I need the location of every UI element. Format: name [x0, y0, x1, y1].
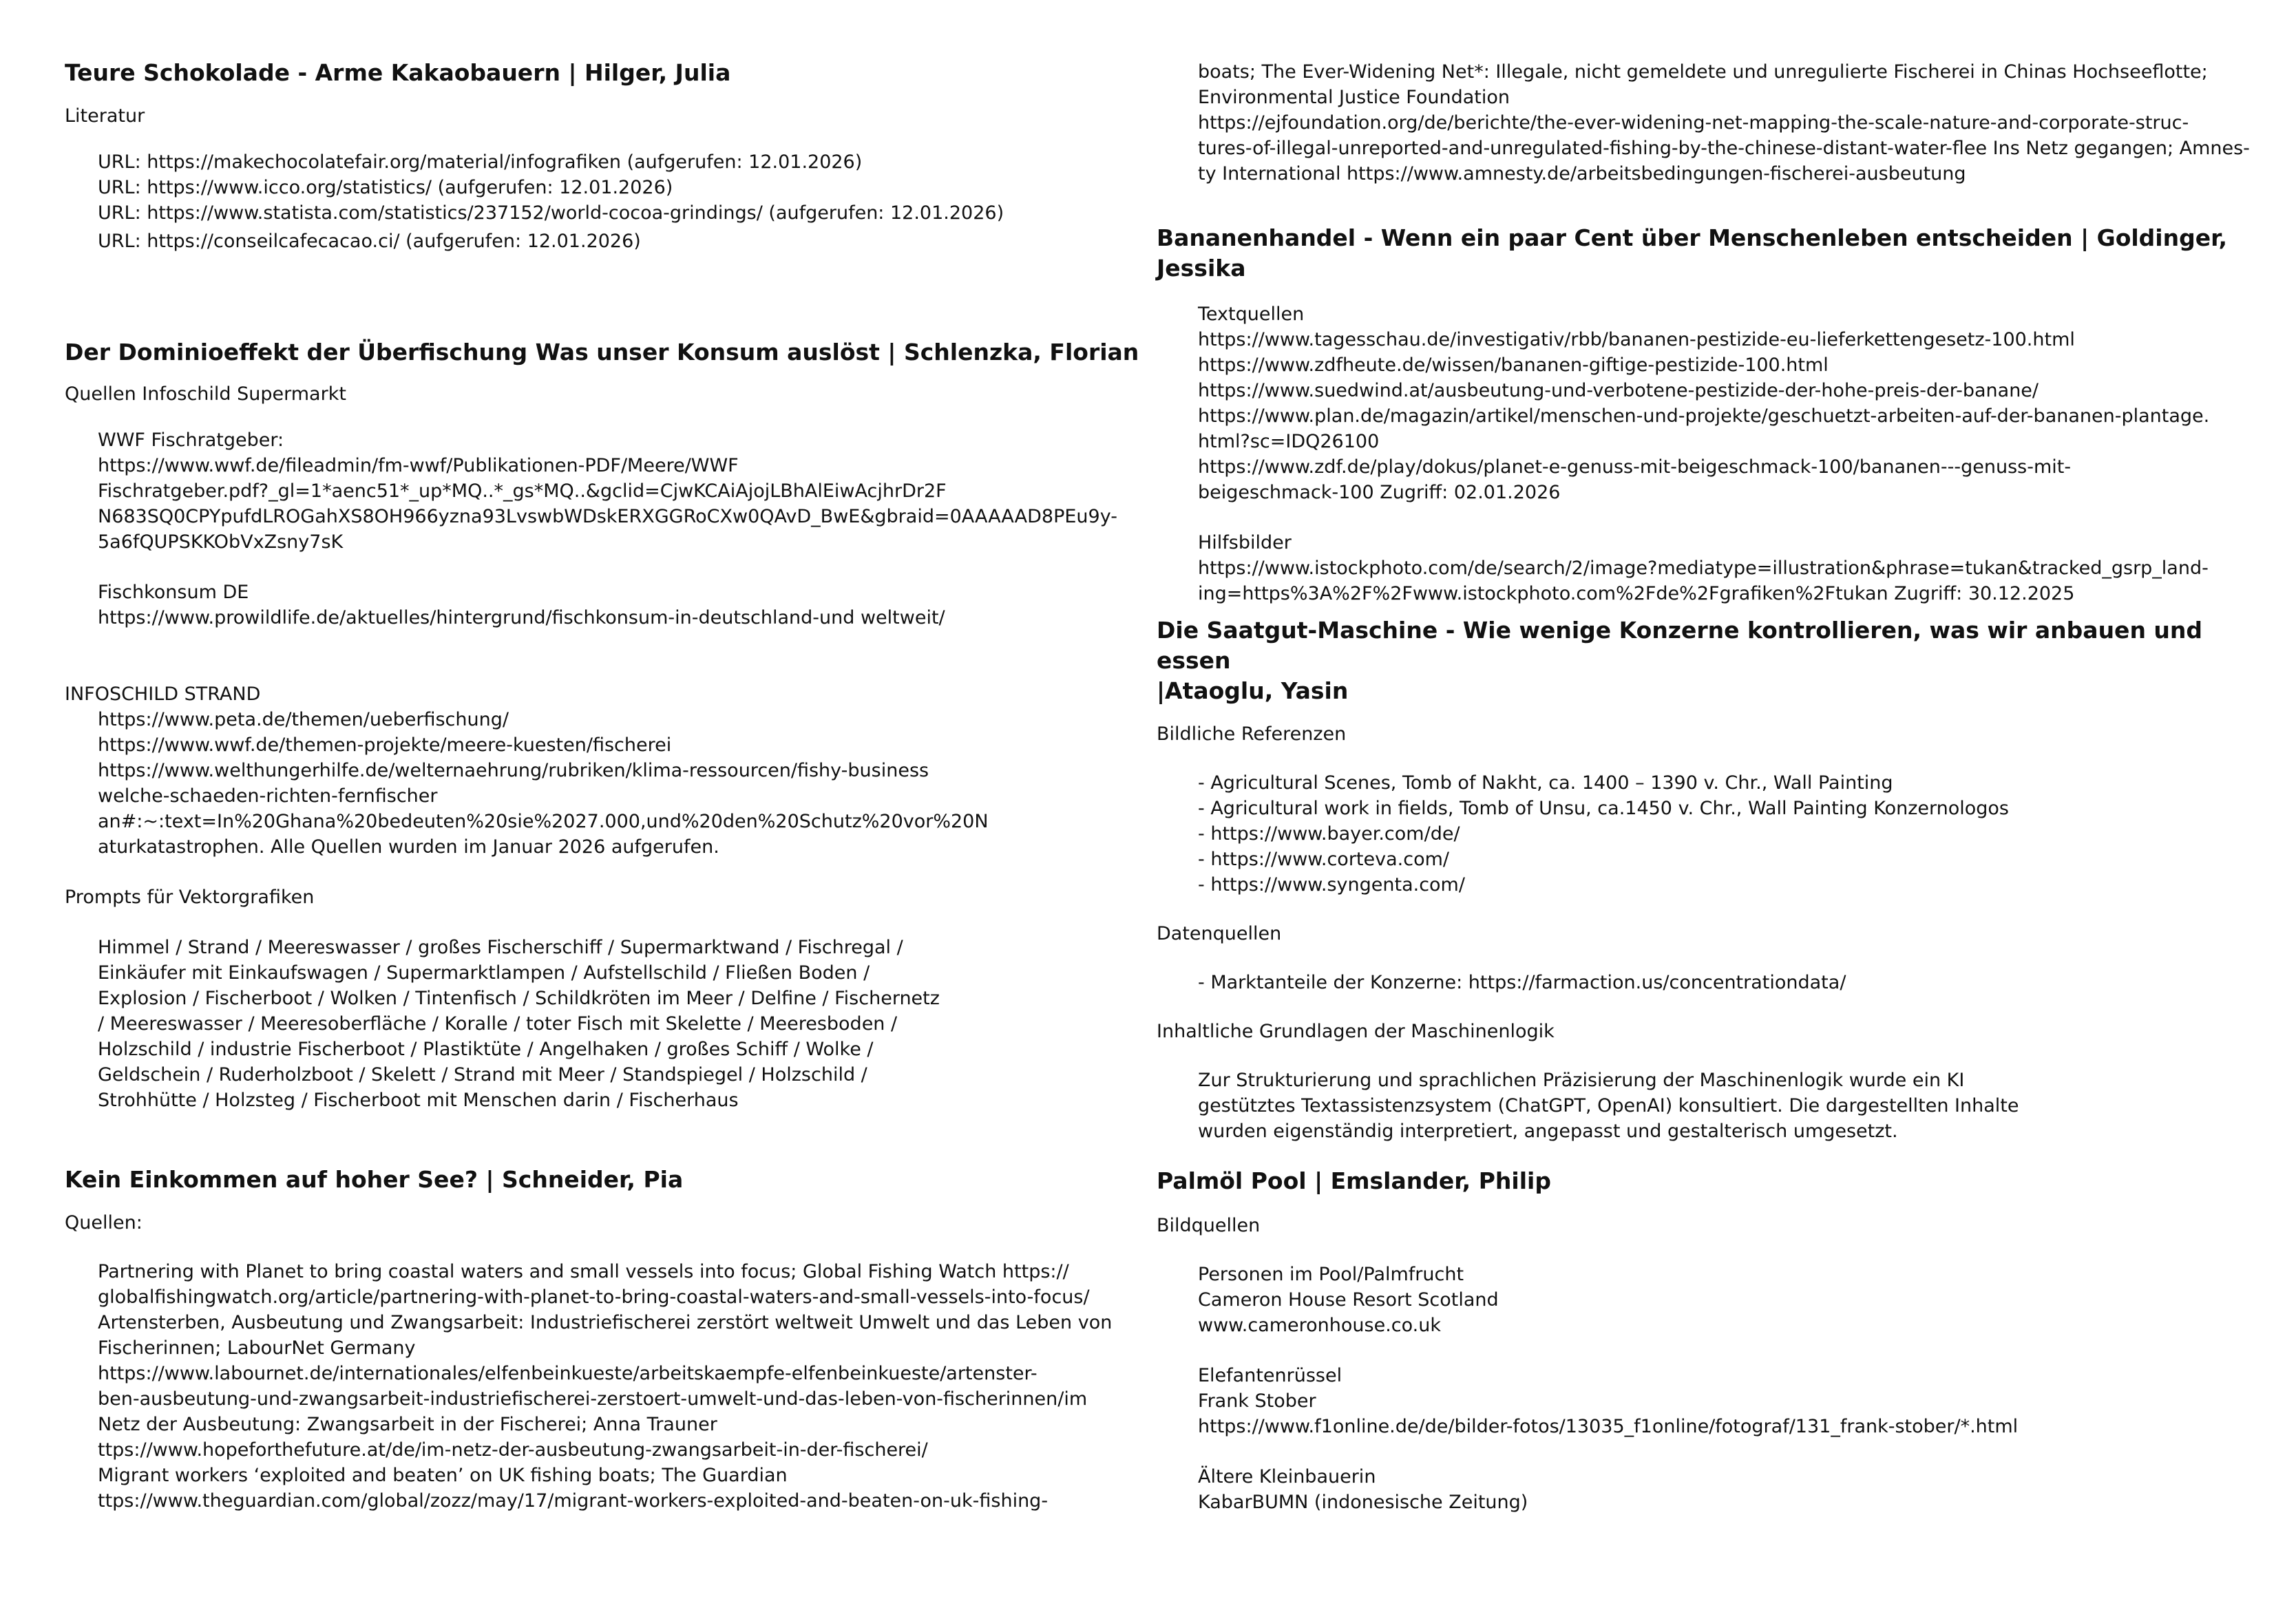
section-subtitle: Quellen Infoschild Supermarkt: [65, 383, 346, 405]
prompts-block: Himmel / Strand / Meereswasser / großes Fischerschiff / Supermarktwand / Fischregal / Einkäufer mit Einkaufswagen / Supermarktlampen / Aufstellschild / Fließen Boden / Explosion / Fischerboot / Wolken / Tintenfisch / Schildkröten im Meer / Delfine / Fischernetz / Meereswasser / Meeresoberfläche / Koralle / toter Fisch mit Skelette / Meeresboden / Holzschild / industrie Fischerboot / Plastiktüte / Angelhaken / großes Schiff / Wolke / Geldschein / Ruderholzboot / Skelett / Strand mit Meer / Standspiegel / Holzschild / Strohhütte / Holzsteg / Fischerboot mit Menschen darin / Fischerhaus: [98, 937, 940, 1111]
bild-label: Bildliche Referenzen: [1157, 723, 1347, 745]
source-line: URL: https://conseilcafecacao.ci/ (aufgerufen: 12.01.2026): [98, 231, 641, 252]
continued-sources: [1157, 59, 2272, 187]
source-line: URL: https://www.icco.org/statistics/ (aufgerufen: 12.01.2026): [98, 177, 673, 198]
section-subtitle: Literatur: [65, 105, 145, 127]
source-line: URL: https://www.statista.com/statistics/237152/world-cocoa-grindings/ (aufgerufen: 12.01.2026): [98, 202, 1004, 224]
section-title: Kein Einkommen auf hoher See? | Schneider, Pia: [65, 1166, 684, 1193]
section-title: Die Saatgut-Maschine - Wie wenige Konzerne kontrollieren, was wir anbauen und essen |Ataoglu, Yasin: [1157, 617, 2203, 704]
source-block-text: Textquellen https://www.tagesschau.de/investigativ/rbb/bananen-pestizide-eu-lieferkettengesetz-100.html https://www.zdfheute.de/wissen/bananen-giftige-pestizide-100.html https://www.suedwind.at/ausbeutung-und-verbotene-pestizide-der-hohe-preis-der-banane/ https://www.plan.de/magazin/artikel/menschen-und-projekte/geschuetzt-arbeiten-auf-der-bananen-plantage. html?sc=IDQ26100 https://www.zdf.de/play/dokus/planet-e-genuss-mit-beigeschmack-100/bananen---genuss-mit- beigeschmack-100 Zugriff: 02.01.2026: [1198, 304, 2210, 503]
section-bananenhandel: [1157, 223, 2272, 606]
prompts-label: Prompts für Vektorgrafiken: [65, 887, 315, 908]
daten-list: - Marktanteile der Konzerne: https://farmaction.us/concentrationdata/: [1198, 972, 1846, 993]
source-block: Partnering with Planet to bring coastal waters and small vessels into focus; Global Fishing Watch https:// globalfishingwatch.org/article/partnering-with-planet-to-bring-coastal-waters-and-small-vessels-into-focus/ Artensterben, Ausbeutung und Zwangsarbeit: Industriefischerei zerstört weltweit Umwelt und das Leben von Fischerinnen; LabourNet Germany https://www.labournet.de/internationales/elfenbeinkueste/arbeitskaempfe-elfenbeinkueste/artenster- ben-ausbeutung-und-zwangsarbeit-industriefischerei-zerstoert-umwelt-und-das-leben-von-fischerinnen/im Netz der Ausbeutung: Zwangsarbeit in der Fischerei; Anna Trauner ttps://www.hopeforthefuture.at/de/im-netz-der-ausbeutung-zwangsarbeit-in-der-fischerei/ Migrant workers ‘exploited and beaten’ on UK fishing boats; The Guardian ttps://www.theguardian.com/global/zozz/may/17/migrant-workers-exploited-and-beaten-on-uk-fishing-: [98, 1261, 1113, 1512]
section-ueberfischung: [65, 337, 1152, 1113]
daten-label: Datenquellen: [1157, 923, 1282, 944]
section-subtitle: Quellen:: [65, 1212, 143, 1233]
source-block-elefant: Elefantenrüssel Frank Stober https://www.f1online.de/de/bilder-fotos/13035_f1online/fotograf/131_frank-stober/*.html: [1198, 1365, 2019, 1437]
source-block-kleinbauerin: Ältere Kleinbauerin KabarBUMN (indonesische Zeitung): [1198, 1466, 1528, 1513]
logik-text: Zur Strukturierung und sprachlichen Präzisierung der Maschinenlogik wurde ein KI gestütztes Textassistenzsystem (ChatGPT, OpenAI) konsultiert. Die dargestellten Inhalte wurden eigenständig interpretiert, angepasst und gestalterisch umgesetzt.: [1198, 1070, 2019, 1142]
section-palmoel: [1157, 1166, 2272, 1515]
logik-label: Inhaltliche Grundlagen der Maschinenlogik: [1157, 1021, 1555, 1042]
section-title: Palmöl Pool | Emslander, Philip: [1157, 1167, 1551, 1194]
section-subtitle: Bildquellen: [1157, 1215, 1261, 1236]
source-list: [65, 149, 1152, 254]
section-hoher-see: [65, 1165, 1152, 1514]
section-title: Teure Schokolade - Arme Kakaobauern | Hilger, Julia: [65, 59, 731, 86]
infoschild-strand-label: INFOSCHILD STRAND: [65, 684, 261, 705]
source-block-pool: Personen im Pool/Palmfrucht Cameron House Resort Scotland www.cameronhouse.co.uk: [1198, 1264, 1499, 1336]
source-block-hilfsbilder: Hilfsbilder https://www.istockphoto.com/de/search/2/image?mediatype=illustration&phrase=tukan&tracked_gsrp_land- ing=https%3A%2F%2Fwww.istockphoto.com%2Fde%2Fgrafiken%2Ftukan Zugriff: 30.12.2025: [1198, 532, 2209, 604]
source-block-fischkonsum: Fischkonsum DE https://www.prowildlife.de/aktuelles/hintergrund/fischkonsum-in-deutschland-und weltweit/: [98, 582, 945, 628]
source-line: URL: https://makechocolatefair.org/material/infografiken (aufgerufen: 12.01.2026): [98, 151, 863, 173]
section-title: Bananenhandel - Wenn ein paar Cent über Menschenleben entscheiden | Goldinger, Jessika: [1157, 224, 2228, 282]
section-saatgut: [1157, 615, 2272, 1144]
section-title: Der Dominioeffekt der Überfischung Was unser Konsum auslöst | Schlenzka, Florian: [65, 339, 1139, 366]
source-block-strand: https://www.peta.de/themen/ueberfischung/ https://www.wwf.de/themen-projekte/meere-kuesten/fischerei https://www.welthungerhilfe.de/welternaehrung/rubriken/klima-ressourcen/fishy-business welche-schaeden-richten-fernfischer an#:~:text=In%20Ghana%20bedeuten%20sie%2027.000,und%20den%20Schutz%20vor%20N aturkatastrophen. Alle Quellen wurden im Januar 2026 aufgerufen.: [98, 709, 989, 858]
bild-list: - Agricultural Scenes, Tomb of Nakht, ca. 1400 – 1390 v. Chr., Wall Painting - Agricultural work in fields, Tomb of Unsu, ca.1450 v. Chr., Wall Painting Konzernologos - https://www.bayer.com/de/ - https://www.corteva.com/ - https://www.syngenta.com/: [1198, 772, 2009, 896]
source-block: boats; The Ever-Widening Net*: Illegale, nicht gemeldete und unregulierte Fischerei in Chinas Hochseeflotte; Environmental Justice Foundation https://ejfoundation.org/de/berichte/the-ever-widening-net-mapping-the-scale-nature-and-corporate-struc- tures-of-illegal-unreported-and-unregulated-fishing-by-the-chinese-distant-water-flee Ins Netz gegangen; Amnes- ty International https://www.amnesty.de/arbeitsbedingungen-fischerei-ausbeutung: [1198, 61, 2250, 184]
source-block-wwf: WWF Fischratgeber: https://www.wwf.de/fileadmin/fm-wwf/Publikationen-PDF/Meere/WWF Fischratgeber.pdf?_gl=1*aenc51*_up*MQ..*_gs*MQ..&gclid=CjwKCAiAjojLBhAlEiwAcjhrDr2F N683SQ0CPYpufdLROGahXS8OH966yzna93LvswbWDskERXGGRoCXw0QAvD_BwE&gbraid=0AAAAAD8PEu9y- 5a6fQUPSKKObVxZsny7sK: [98, 430, 1117, 553]
section-schokolade: [65, 58, 1152, 254]
